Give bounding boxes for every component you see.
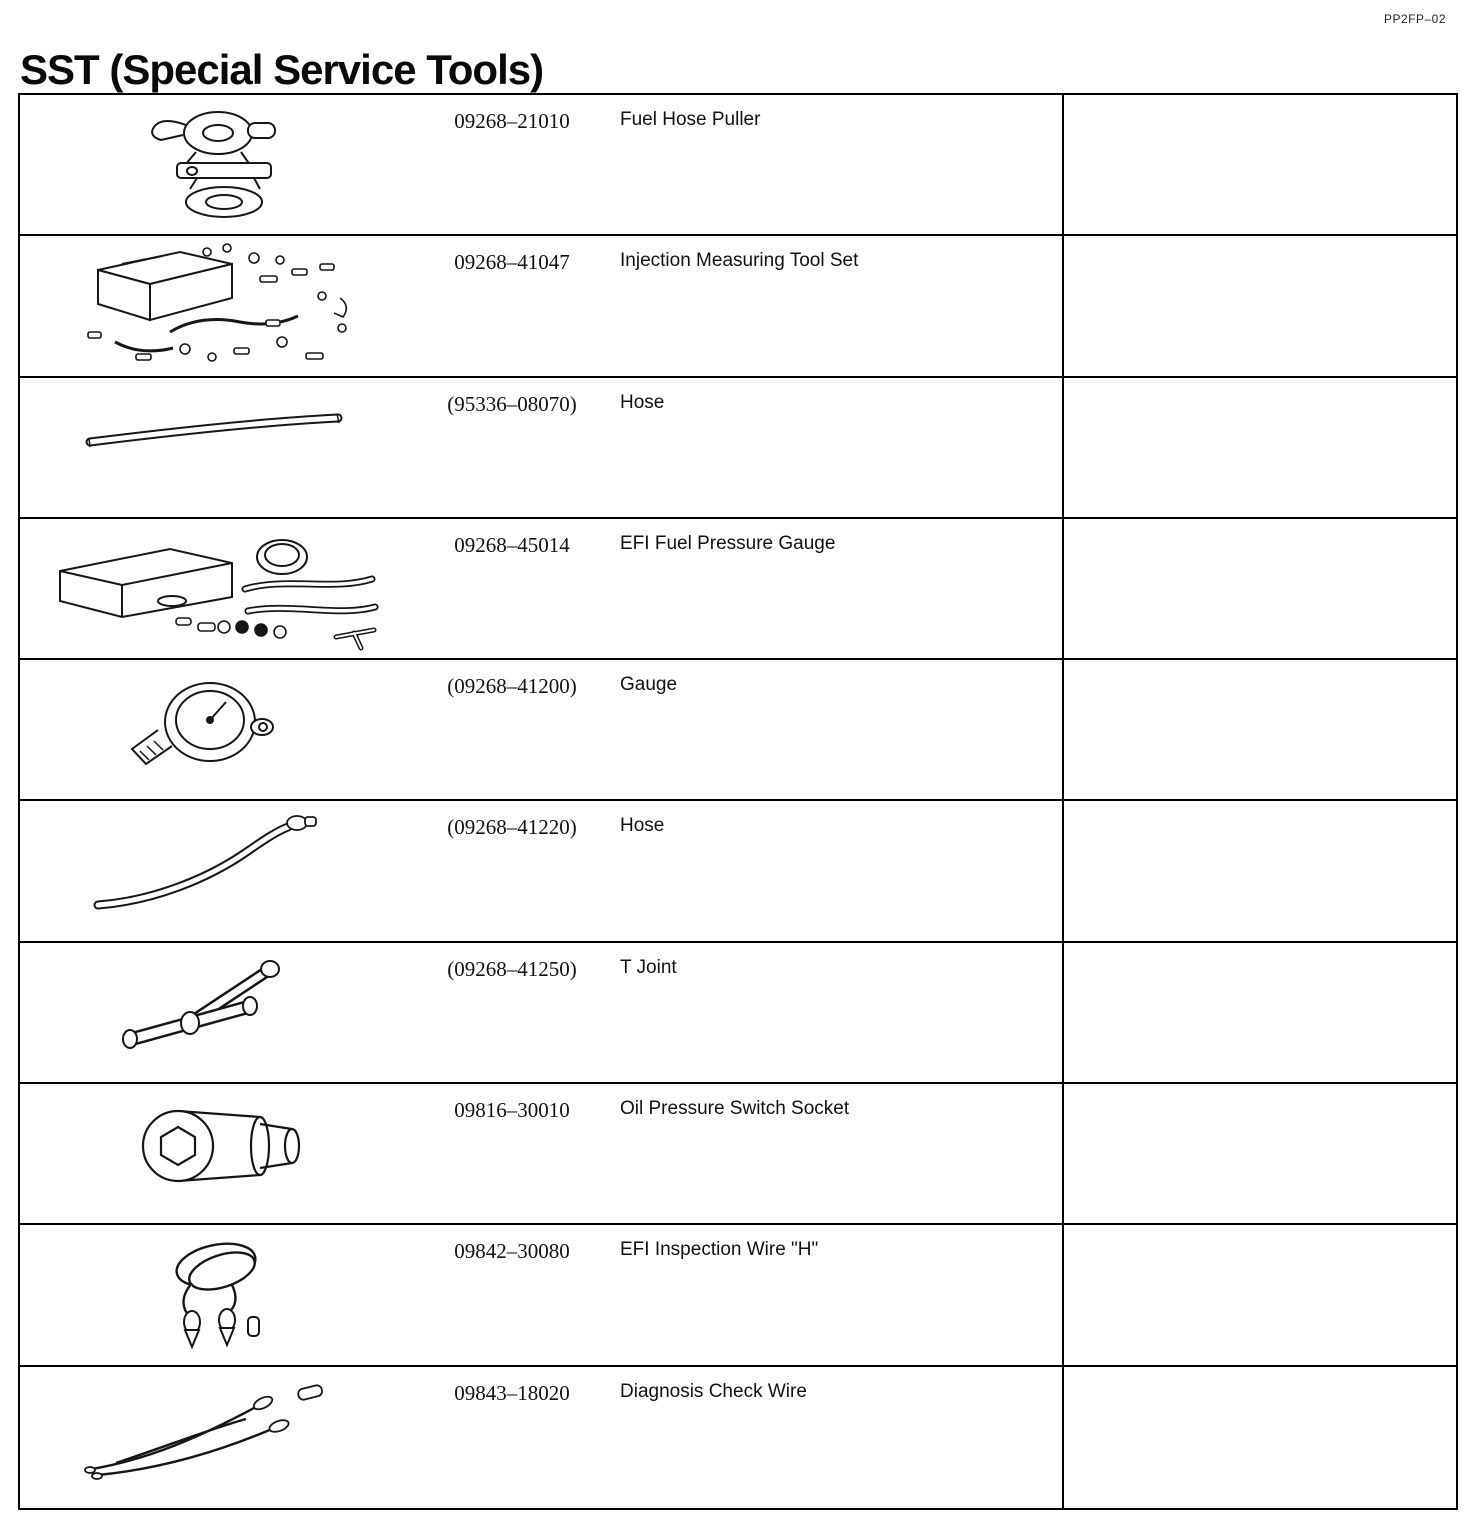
notes-cell <box>1062 1084 1456 1223</box>
notes-cell <box>1062 1225 1456 1364</box>
tool-illustration-cell <box>20 95 414 234</box>
tool-illustration-cell <box>20 943 414 1082</box>
part-number: 09842–30080 <box>454 1239 570 1264</box>
table-row <box>20 1084 1456 1225</box>
part-number: 09268–45014 <box>454 532 570 557</box>
tool-illustration-cell <box>20 1084 414 1223</box>
notes-cell <box>1062 801 1456 940</box>
tool-name: Oil Pressure Switch Socket <box>620 1098 850 1120</box>
notes-cell <box>1062 95 1456 234</box>
pressure-gauge-icon <box>20 660 414 799</box>
part-number: (09268–41250) <box>447 956 577 981</box>
notes-cell <box>1062 236 1456 375</box>
table-row <box>20 95 1456 236</box>
notes-cell <box>1062 378 1456 517</box>
tool-illustration-cell <box>20 378 414 517</box>
tool-name: Diagnosis Check Wire <box>620 1380 807 1402</box>
part-number: 09268–21010 <box>454 109 570 133</box>
efi-inspection-wire-icon <box>20 1225 414 1364</box>
tool-name: Hose <box>620 815 665 837</box>
tool-illustration-cell <box>20 801 414 940</box>
page-title: SST (Special Service Tools) <box>20 46 544 94</box>
notes-cell <box>1062 943 1456 1082</box>
part-number: 09816–30010 <box>454 1098 570 1123</box>
sst-tools-table <box>18 93 1458 1510</box>
tool-name: EFI Inspection Wire "H" <box>620 1239 819 1261</box>
table-row <box>20 801 1456 942</box>
fuel-hose-puller-icon <box>20 95 414 234</box>
part-number: 09843–18020 <box>454 1380 570 1405</box>
part-number: 09268–41047 <box>454 250 570 275</box>
t-joint-icon <box>20 943 414 1082</box>
table-row <box>20 1225 1456 1366</box>
tool-name: Fuel Hose Puller <box>620 109 761 130</box>
notes-cell <box>1062 519 1456 658</box>
tool-illustration-cell <box>20 1367 414 1508</box>
notes-cell <box>1062 1367 1456 1508</box>
table-row <box>20 1367 1456 1508</box>
tool-name: Gauge <box>620 674 678 696</box>
curved-hose-icon <box>20 801 414 940</box>
tool-illustration-cell <box>20 660 414 799</box>
straight-hose-icon <box>20 378 414 517</box>
notes-cell <box>1062 660 1456 799</box>
table-row <box>20 660 1456 801</box>
document-code: PP2FP–02 <box>1383 12 1446 26</box>
table-row <box>20 378 1456 519</box>
tool-name: Injection Measuring Tool Set <box>620 250 859 272</box>
tool-illustration-cell <box>20 1225 414 1364</box>
tool-name: EFI Fuel Pressure Gauge <box>620 532 836 554</box>
injection-measuring-tool-set-icon <box>20 236 414 375</box>
tool-illustration-cell <box>20 236 414 375</box>
part-number: (09268–41200) <box>447 674 577 699</box>
part-number: (09268–41220) <box>447 815 577 840</box>
table-row <box>20 236 1456 377</box>
diagnosis-check-wire-icon <box>20 1367 414 1506</box>
tool-name: T Joint <box>620 956 677 978</box>
oil-pressure-switch-socket-icon <box>20 1084 414 1223</box>
tool-name: Hose <box>620 391 665 413</box>
tool-illustration-cell <box>20 519 414 658</box>
table-row <box>20 519 1456 660</box>
efi-fuel-pressure-gauge-kit-icon <box>20 519 414 658</box>
table-row <box>20 943 1456 1084</box>
part-number: (95336–08070) <box>447 391 577 416</box>
